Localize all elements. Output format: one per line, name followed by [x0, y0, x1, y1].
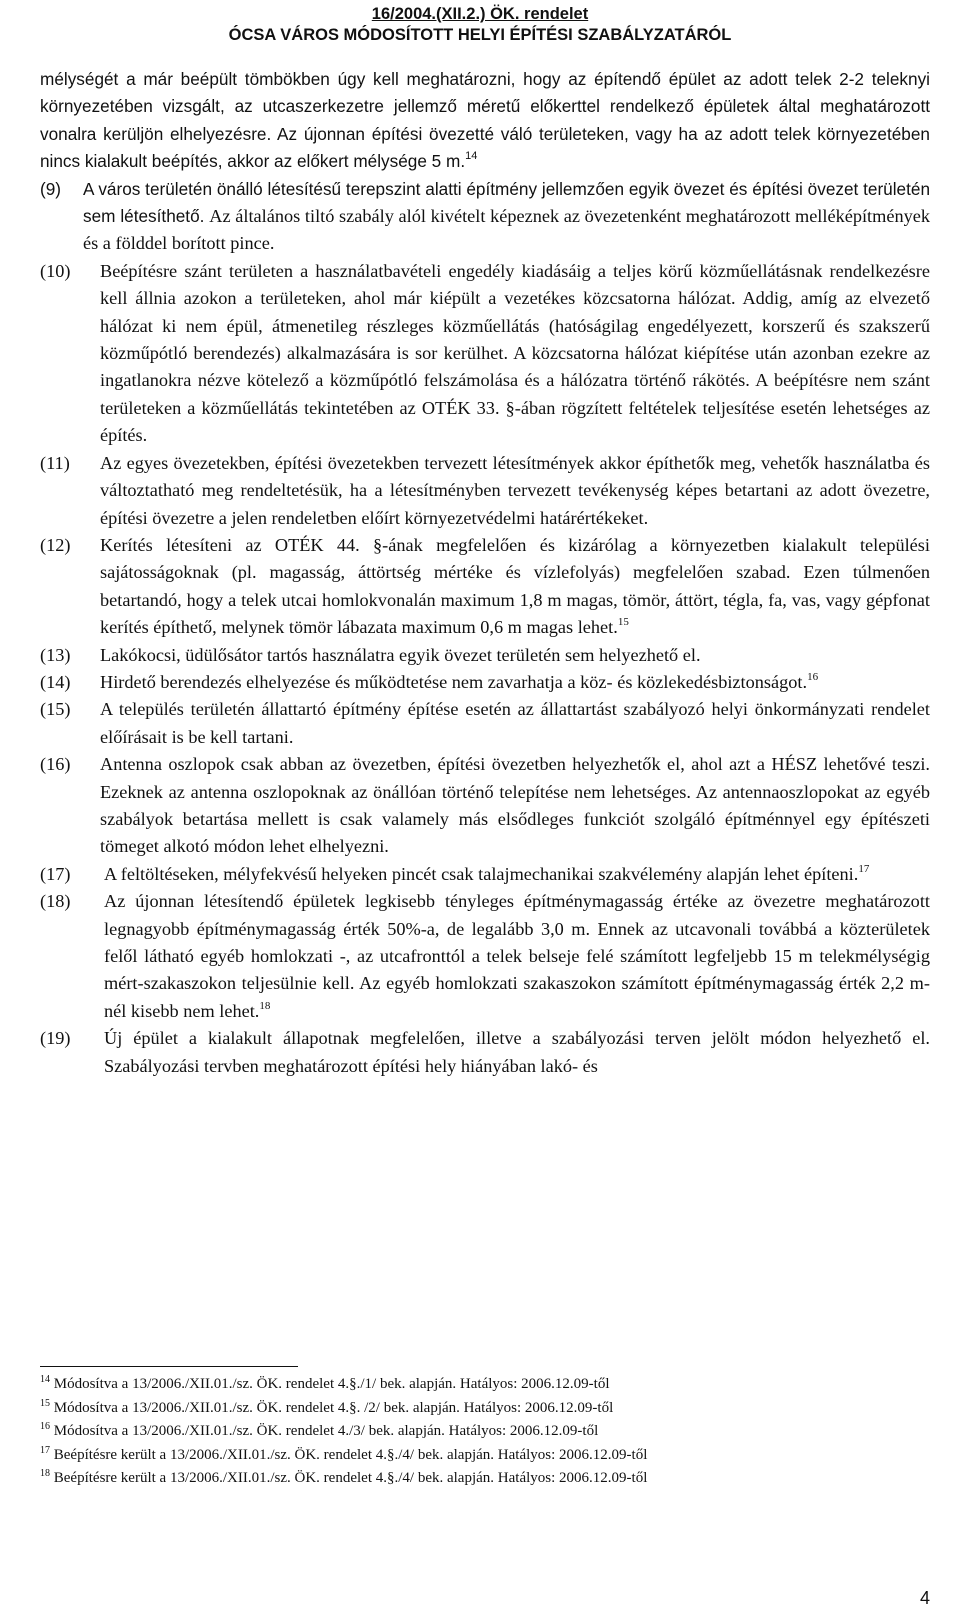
decree-title: ÓCSA VÁROS MÓDOSÍTOTT HELYI ÉPÍTÉSI SZABÁLYZATÁRÓL: [228, 26, 732, 44]
document-body: [40, 66, 930, 1080]
footnote-ref: 18: [259, 999, 271, 1012]
footnotes: [40, 1373, 920, 1491]
footnote-text: Módosítva a 13/2006./XII.01./sz. ÖK. rendelet 4.§./1/ bek. alapján. Hatályos: 2006.12.09-től: [53, 1376, 610, 1392]
footnote-ref: 14: [465, 150, 478, 163]
paragraph-number: (14): [40, 671, 71, 692]
footnote-separator: [40, 1366, 298, 1367]
footnote-number: 16: [40, 1421, 50, 1432]
paragraph-9: [40, 176, 930, 258]
page-header: [0, 4, 960, 46]
paragraph-19: [40, 1025, 930, 1080]
footnote-number: 17: [40, 1444, 50, 1456]
footnote-number: 15: [40, 1397, 50, 1409]
paragraph-14: [40, 669, 930, 696]
page-number: 4: [919, 1588, 930, 1608]
paragraph-number: (16): [40, 754, 71, 775]
paragraph-text: Antenna oszlopok csak abban az övezetben, építési övezetben helyezhetők el, ahol azt a HÉSZ lehetővé teszi. Ezeknek az antenna oszlopoknak az önállóan történő telepítése nem lehetséges. Az antennaoszlopokat az egyéb szabályok betartása mellett is csak valamely más elsődleges funkciót szolgáló építménnyel egy építészeti tömeget alkotó módon lehet elhelyezni.: [100, 754, 930, 857]
footnote-text: Módosítva a 13/2006./XII.01./sz. ÖK. rendelet 4.§. /2/ bek. alapján. Hatályos: 2006.12.09-től: [53, 1399, 614, 1416]
paragraph-number: (11): [40, 452, 70, 473]
intro-text: mélységét a már beépült tömbökben úgy kell meghatározni, hogy az építendő épület az adott telek 2-2 teleknyi környezetében vizsgált, az utcaszerkezetre jellemző méretű előkerttel rendelkező épületek által meghatározott vonalra kerüljön elhelyezésre. Az újonnan építési övezetté váló területeken, vagy ha az adott telek környezetében nincs kialakult beépítés, akkor az előkert mélysége 5 m.: [40, 69, 930, 172]
footnote: [40, 1397, 920, 1421]
footnote: [40, 1373, 920, 1397]
paragraph-number: (12): [40, 534, 71, 555]
footnote-text: Beépítésre került a 13/2006./XII.01./sz. ÖK. rendelet 4.§./4/ bek. alapján. Hatályos: 2006.12.09-től: [53, 1470, 648, 1486]
footnote: [40, 1467, 920, 1491]
paragraph-18: [40, 888, 930, 1025]
paragraph-17: [40, 861, 930, 888]
footnote-ref: 17: [858, 862, 870, 875]
paragraph-text: A feltöltéseken, mélyfekvésű helyeken pincét csak talajmechanikai szakvélemény alapján lehet építeni.: [104, 863, 859, 884]
footnote-text: Módosítva a 13/2006./XII.01./sz. ÖK. rendelet 4./3/ bek. alapján. Hatályos: 2006.12.09-től: [53, 1423, 599, 1439]
paragraph-10: [40, 258, 930, 450]
decree-number: 16/2004.(XII.2.) ÖK. rendelet: [371, 5, 589, 23]
paragraph-number: (10): [40, 260, 71, 281]
footnote-text: Beépítésre került a 13/2006./XII.01./sz. ÖK. rendelet 4.§./4/ bek. alapján. Hatályos: 2006.12.09-től: [53, 1446, 648, 1463]
footnote-ref: 16: [807, 670, 819, 683]
paragraph-11: [40, 450, 930, 532]
paragraph-text: A város területén önálló létesítésű terepszint alatti építmény jellemzően egyik övezet és építési övezet területén sem létesíthető.: [83, 178, 930, 227]
paragraph-15: [40, 696, 930, 751]
paragraph-text: Új épület a kialakult állapotnak megfelelően, illetve a szabályozási terven jelölt módon helyezhető el. Szabályozási tervben meghatározott építési hely hiányában lakó- és: [104, 1028, 930, 1076]
paragraph-text: Az újonnan létesítendő épületek legkisebb tényleges építménymagasság értéke az övezetre meghatározott legnagyobb építménymagasság érték 50%-a, de legalább 3,0 m. Ennek az utcavonali továbbá a közterületek felől látható egyéb homlokzati -, az utcafronttól a telek belseje felé számított legfeljebb 15 m telekmélységig mért-szakaszokon teljesülnie kell. Az egyéb homlokzati szakaszokon számított építménymagasság érték 2,2 m-nél kisebb nem lehet.: [104, 891, 930, 1021]
footnote-number: 18: [40, 1468, 50, 1479]
footnote: [40, 1444, 920, 1468]
intro-paragraph: [40, 66, 930, 176]
paragraph-12: [40, 532, 930, 642]
footnote-ref: 15: [617, 616, 629, 629]
paragraph-text: Lakókocsi, üdülősátor tartós használatra egyik övezet területén sem helyezhető el.: [100, 644, 701, 665]
paragraph-text: Az egyes övezetekben, építési övezetekben tervezett létesítmények akkor építhetők meg, vehetők használatba és változtatható meg rendeltetésük, ha a létesítményben tervezett tevékenység képes betartani az adott övezetre, építési övezetre a jelen rendeletben előírt környezetvédelmi határértékeket.: [100, 452, 930, 528]
paragraph-13: [40, 642, 930, 669]
footnote-number: 14: [40, 1374, 50, 1385]
footnote: [40, 1420, 920, 1444]
paragraph-text-serif: Az általános tiltó szabály alól kivételt képeznek az övezetenként meghatározott melléképítmények és a földdel borított pince.: [83, 206, 931, 254]
paragraph-text: Beépítésre szánt területen a használatbavételi engedély kiadásáig a teljes körű közműellátásnak rendelkezésre kell állnia azokon a területeken, ahol már kiépült a vezetékes közcsatorna hálózat. Addig, amíg az elvezető hálózat ki nem épül, átmenetileg részleges közműellátás (hatóságilag engedélyezett, korszerű és szakszerű közműpótló berendezés) alkalmazására is sor kerülhet. A közcsatorna hálózat kiépítése után azonban ezekre az ingatlanokra nézve kötelező a közműpótló felszámolása és a hálózatra történő rákötés. A beépítésre nem szánt területeken a közműellátás tekintetében az OTÉK 33. §-ában rögzített feltételek teljesítése esetén lehetséges az építés.: [100, 260, 930, 446]
paragraph-number: (19): [40, 1028, 71, 1049]
paragraph-number: (18): [40, 891, 71, 912]
paragraph-number: (13): [40, 644, 71, 665]
paragraph-text: Hirdető berendezés elhelyezése és működtetése nem zavarhatja a köz- és közlekedésbiztonságot.: [100, 671, 808, 692]
paragraph-text: Kerítés létesíteni az OTÉK 44. §-ának megfelelően és kizárólag a környezetben kialakult települési sajátosságoknak (pl. magasság, áttörtség mértéke és vízlefolyás) megfelelően szabad. Ezen túlmenően betartandó, hogy a telek utcai homlokvonalán maximum 1,8 m magas, tömör, áttört, tégla, fa, vas, vagy gépfonat kerítés építhető, melynek tömör lábazata maximum 0,6 m magas lehet.: [100, 534, 930, 638]
paragraph-number: (9): [40, 178, 62, 199]
paragraph-number: (17): [40, 863, 71, 884]
paragraph-number: (15): [40, 699, 71, 720]
paragraph-16: [40, 751, 930, 861]
paragraph-text: A település területén állattartó építmény építése esetén az állattartást szabályozó helyi önkormányzati rendelet előírásait is be kell tartani.: [100, 699, 930, 747]
